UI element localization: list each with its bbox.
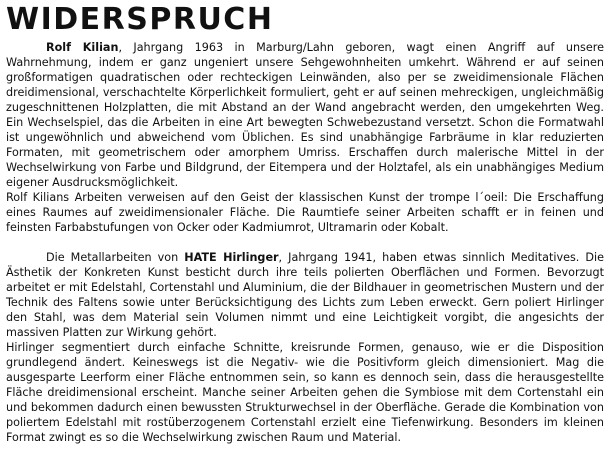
paragraph-kilian-intro: [6, 40, 604, 190]
artist-name-kilian: Rolf Kilian: [46, 41, 119, 54]
paragraph-hirlinger-text: , Jahrgang 1941, haben etwas sinnlich Meditatives. Die Ästhetik der Konkreten Kunst besticht durch ihre teils polierten Oberflächen und Formen. Bevorzugt arbeitet er mit Edelstahl, Cortenstahl und Aluminium, die der Bildhauer in geometrischen Mustern und der Technik des Faltens sowie unter Berücksichtigung des Lichts zum Leben erweckt. Gern poliert Hirlinger den Stahl, was dem Material sein Volumen nimmt und eine Leichtigkeit vorgibt, die angesichts der massiven Platten zur Wirkung gehört.: [6, 251, 605, 339]
paragraph-hirlinger-prefix: Die Metallarbeiten von: [46, 251, 185, 264]
document-title: WIDERSPRUCH: [6, 2, 274, 37]
artist-name-hirlinger-first: HATE: [184, 251, 217, 264]
paragraph-spacer: [6, 235, 604, 250]
paragraph-kilian-trompe-loeil: Rolf Kilians Arbeiten verweisen auf den Geist der klassischen Kunst der trompe l´oeil: Die Erschaffung eines Raumes auf zweidimensionaler Fläche. Die Raumtiefe seiner Arbeiten schafft er in feinen und feinsten Farbabstufungen von Ocker oder Kadmiumrot, Ultramarin oder Kobalt.: [6, 191, 604, 234]
paragraph-hirlinger-intro: [6, 250, 604, 340]
document-page: [6, 3, 604, 445]
artist-name-hirlinger-last: Hirlinger: [216, 251, 279, 264]
paragraph-kilian-text: , Jahrgang 1963 in Marburg/Lahn geboren, wagt einen Angriff auf unsere Wahrnehmung, indem er ganz ungeniert unsere Sehgewohnheiten umkehrt. Während er auf seinen großformatigen quadratischen oder rechteckigen Leinwänden, also per se zweidimensionale Flächen dreidimensional, verschachtelte Körperlichkeit formuliert, geht er auf seinen mehreckigen, ungleichmäßig zugeschnittenen Holzplatten, die mit Abstand an der Wand angebracht werden, den umgekehrten Weg. Ein Wechselspiel, das die Arbeiten in eine Art bewegten Schwebezustand versetzt. Schon die Formatwahl ist ungewöhnlich und abweichend vom Üblichen. Es sind unabhängige Farbräume in klar reduzierten Formaten, mit geometrischem oder amorphem Umriss. Erschaffen durch malerische Mittel in der Wechselwirkung von Farbe und Bildgrund, der Eitempera und der Holztafel, als ein unabhängiges Medium eigener Ausdrucksmöglichkeit.: [6, 41, 604, 189]
paragraph-hirlinger-segmentation: Hirlinger segmentiert durch einfache Schnitte, kreisrunde Formen, genauso, wie er die Disposition grundlegend ändert. Keineswegs ist die Negativ- wie die Positivform gleich dimensioniert. Mag die ausgesparte Leerform einer Fläche entnommen sein, so kann es dennoch sein, dass die herausgestellte Fläche dreidimensional erscheint. Manche seiner Arbeiten gehen die Symbiose mit dem Cortenstahl ein und bekommen dadurch einen bewussten Strukturwechsel in der Oberfläche. Gerade die Kombination von poliertem Edelstahl mit rostüberzogenem Cortenstahl erzielt eine Tiefenwirkung. Besonders im kleinen Format zwingt es so die Wechselwirkung zwischen Raum und Material.: [6, 341, 604, 444]
